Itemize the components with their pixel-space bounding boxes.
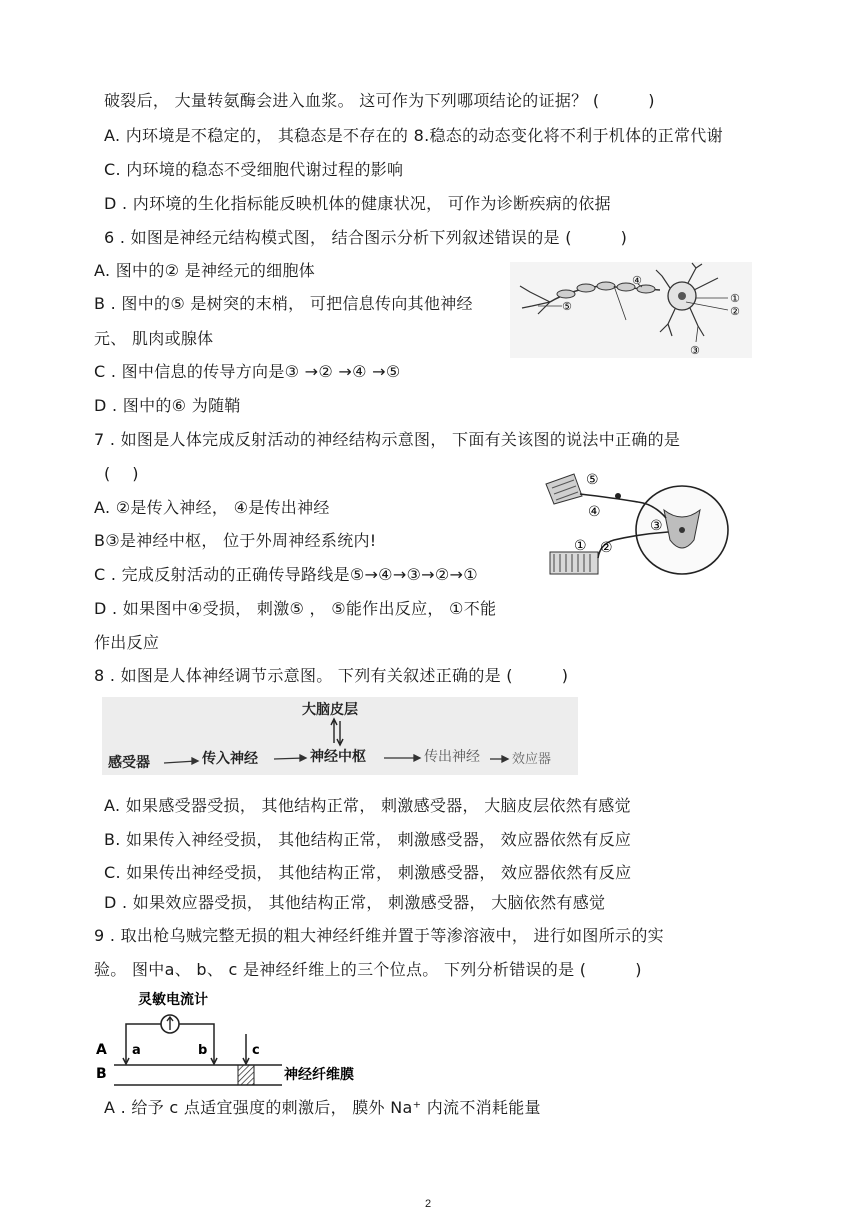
q7-option-c: C . 完成反射活动的正确传导路线是⑤→④→③→②→①: [94, 565, 478, 584]
q7-stem: 7 . 如图是人体完成反射活动的神经结构示意图， 下面有关该图的说法中正确的是: [94, 430, 681, 449]
neuron-label-2: ②: [730, 305, 740, 318]
point-b: b: [198, 1043, 208, 1058]
q6-option-d: D . 图中的⑥ 为随鞘: [94, 396, 241, 415]
stimulus-zone: [238, 1065, 254, 1085]
neuron-label-3: ③: [690, 344, 700, 357]
reflex-label-1: ①: [574, 538, 587, 554]
meter-label: 灵敏电流计: [138, 992, 208, 1008]
q6-option-a: A. 图中的② 是神经元的细胞体: [94, 261, 316, 280]
q7-option-b: B③是神经中枢， 位于外周神经系统内!: [94, 531, 377, 550]
page-number: 2: [425, 1198, 432, 1210]
q6-option-b-continued: 元、 肌肉或腺体: [94, 329, 214, 348]
nucleus: [678, 292, 686, 300]
neuron-diagram: [510, 262, 752, 358]
q7-stem-paren: ( ): [104, 464, 139, 483]
q8-stem: 8 . 如图是人体神经调节示意图。 下列有关叙述正确的是 ( ): [94, 666, 569, 685]
q5-option-c: C. 内环境的稳态不受细胞代谢过程的影响: [104, 160, 404, 179]
chain-effector: 效应器: [512, 752, 552, 767]
muscle-effector: [550, 552, 598, 574]
point-c: c: [252, 1043, 260, 1058]
chain-efferent: 传出神经: [424, 749, 480, 765]
q7-option-d-continued: 作出反应: [94, 633, 160, 652]
chain-receptor: 感受器: [108, 755, 150, 771]
reflex-label-5: ⑤: [586, 472, 599, 488]
row-a-label: A: [96, 1042, 107, 1058]
point-a: a: [132, 1043, 141, 1058]
stimulus-pointer: [243, 1034, 249, 1064]
q6-option-b: B . 图中的⑤ 是树突的末梢， 可把信息传向其他神经: [94, 294, 473, 313]
q8-option-c: C. 如果传出神经受损， 其他结构正常， 刺激感受器， 效应器依然有反应: [104, 863, 632, 882]
neuron-diagram-background: [510, 262, 752, 358]
galvanometer-diagram: [94, 988, 394, 1088]
ganglion: [615, 493, 621, 499]
q8-option-a: A. 如果感受器受损， 其他结构正常， 刺激感受器， 大脑皮层依然有感觉: [104, 796, 631, 815]
cortex-label: 大脑皮层: [302, 702, 358, 718]
reflex-label-4: ④: [588, 504, 601, 520]
neuron-label-5: ⑤: [562, 300, 572, 313]
q5-option-d: D . 内环境的生化指标能反映机体的健康状况， 可作为诊断疾病的依据: [104, 194, 611, 213]
q9-stem: 9 . 取出枪乌贼完整无损的粗大神经纤维并置于等渗溶液中， 进行如图所示的实: [94, 926, 664, 945]
row-b-label: B: [96, 1066, 107, 1082]
chain-center: 神经中枢: [310, 749, 366, 765]
chain-afferent: 传入神经: [202, 751, 258, 767]
nerve-regulation-diagram: [102, 697, 578, 775]
membrane-label: 神经纤维膜: [284, 1067, 354, 1083]
skin-receptor: [546, 474, 582, 504]
reflex-arc-diagram: [544, 468, 732, 588]
q7-option-d: D . 如果图中④受损， 刺激⑤ ， ⑤能作出反应， ①不能: [94, 599, 497, 618]
q5-stem-continued: 破裂后， 大量转氨酶会进入血浆。 这可作为下列哪项结论的证据？ ( ): [104, 91, 655, 110]
q9-option-a: A . 给予 c 点适宜强度的刺激后， 膜外 Na⁺ 内流不消耗能量: [104, 1098, 541, 1117]
q6-option-c: C . 图中信息的传导方向是③ →② →④ →⑤: [94, 362, 401, 381]
q7-option-a: A. ②是传入神经， ④是传出神经: [94, 498, 330, 517]
neuron-label-1: ①: [730, 292, 740, 305]
q8-option-d: D . 如果效应器受损， 其他结构正常， 刺激感受器， 大脑依然有感觉: [104, 893, 606, 912]
q9-stem-continued: 验。 图中a、 b、 c 是神经纤维上的三个位点。 下列分析错误的是 ( ): [94, 960, 642, 979]
q6-stem: 6 . 如图是神经元结构模式图， 结合图示分析下列叙述错误的是 ( ): [104, 228, 628, 247]
neuron-label-4: ④: [632, 274, 642, 287]
q8-option-b: B. 如果传入神经受损， 其他结构正常， 刺激感受器， 效应器依然有反应: [104, 830, 632, 849]
q5-option-a-b: A. 内环境是不稳定的， 其稳态是不存在的 8.稳态的动态变化将不利于机体的正常代谢: [104, 126, 723, 145]
reflex-label-3: ③: [650, 518, 663, 534]
reflex-label-2: ②: [600, 540, 613, 556]
